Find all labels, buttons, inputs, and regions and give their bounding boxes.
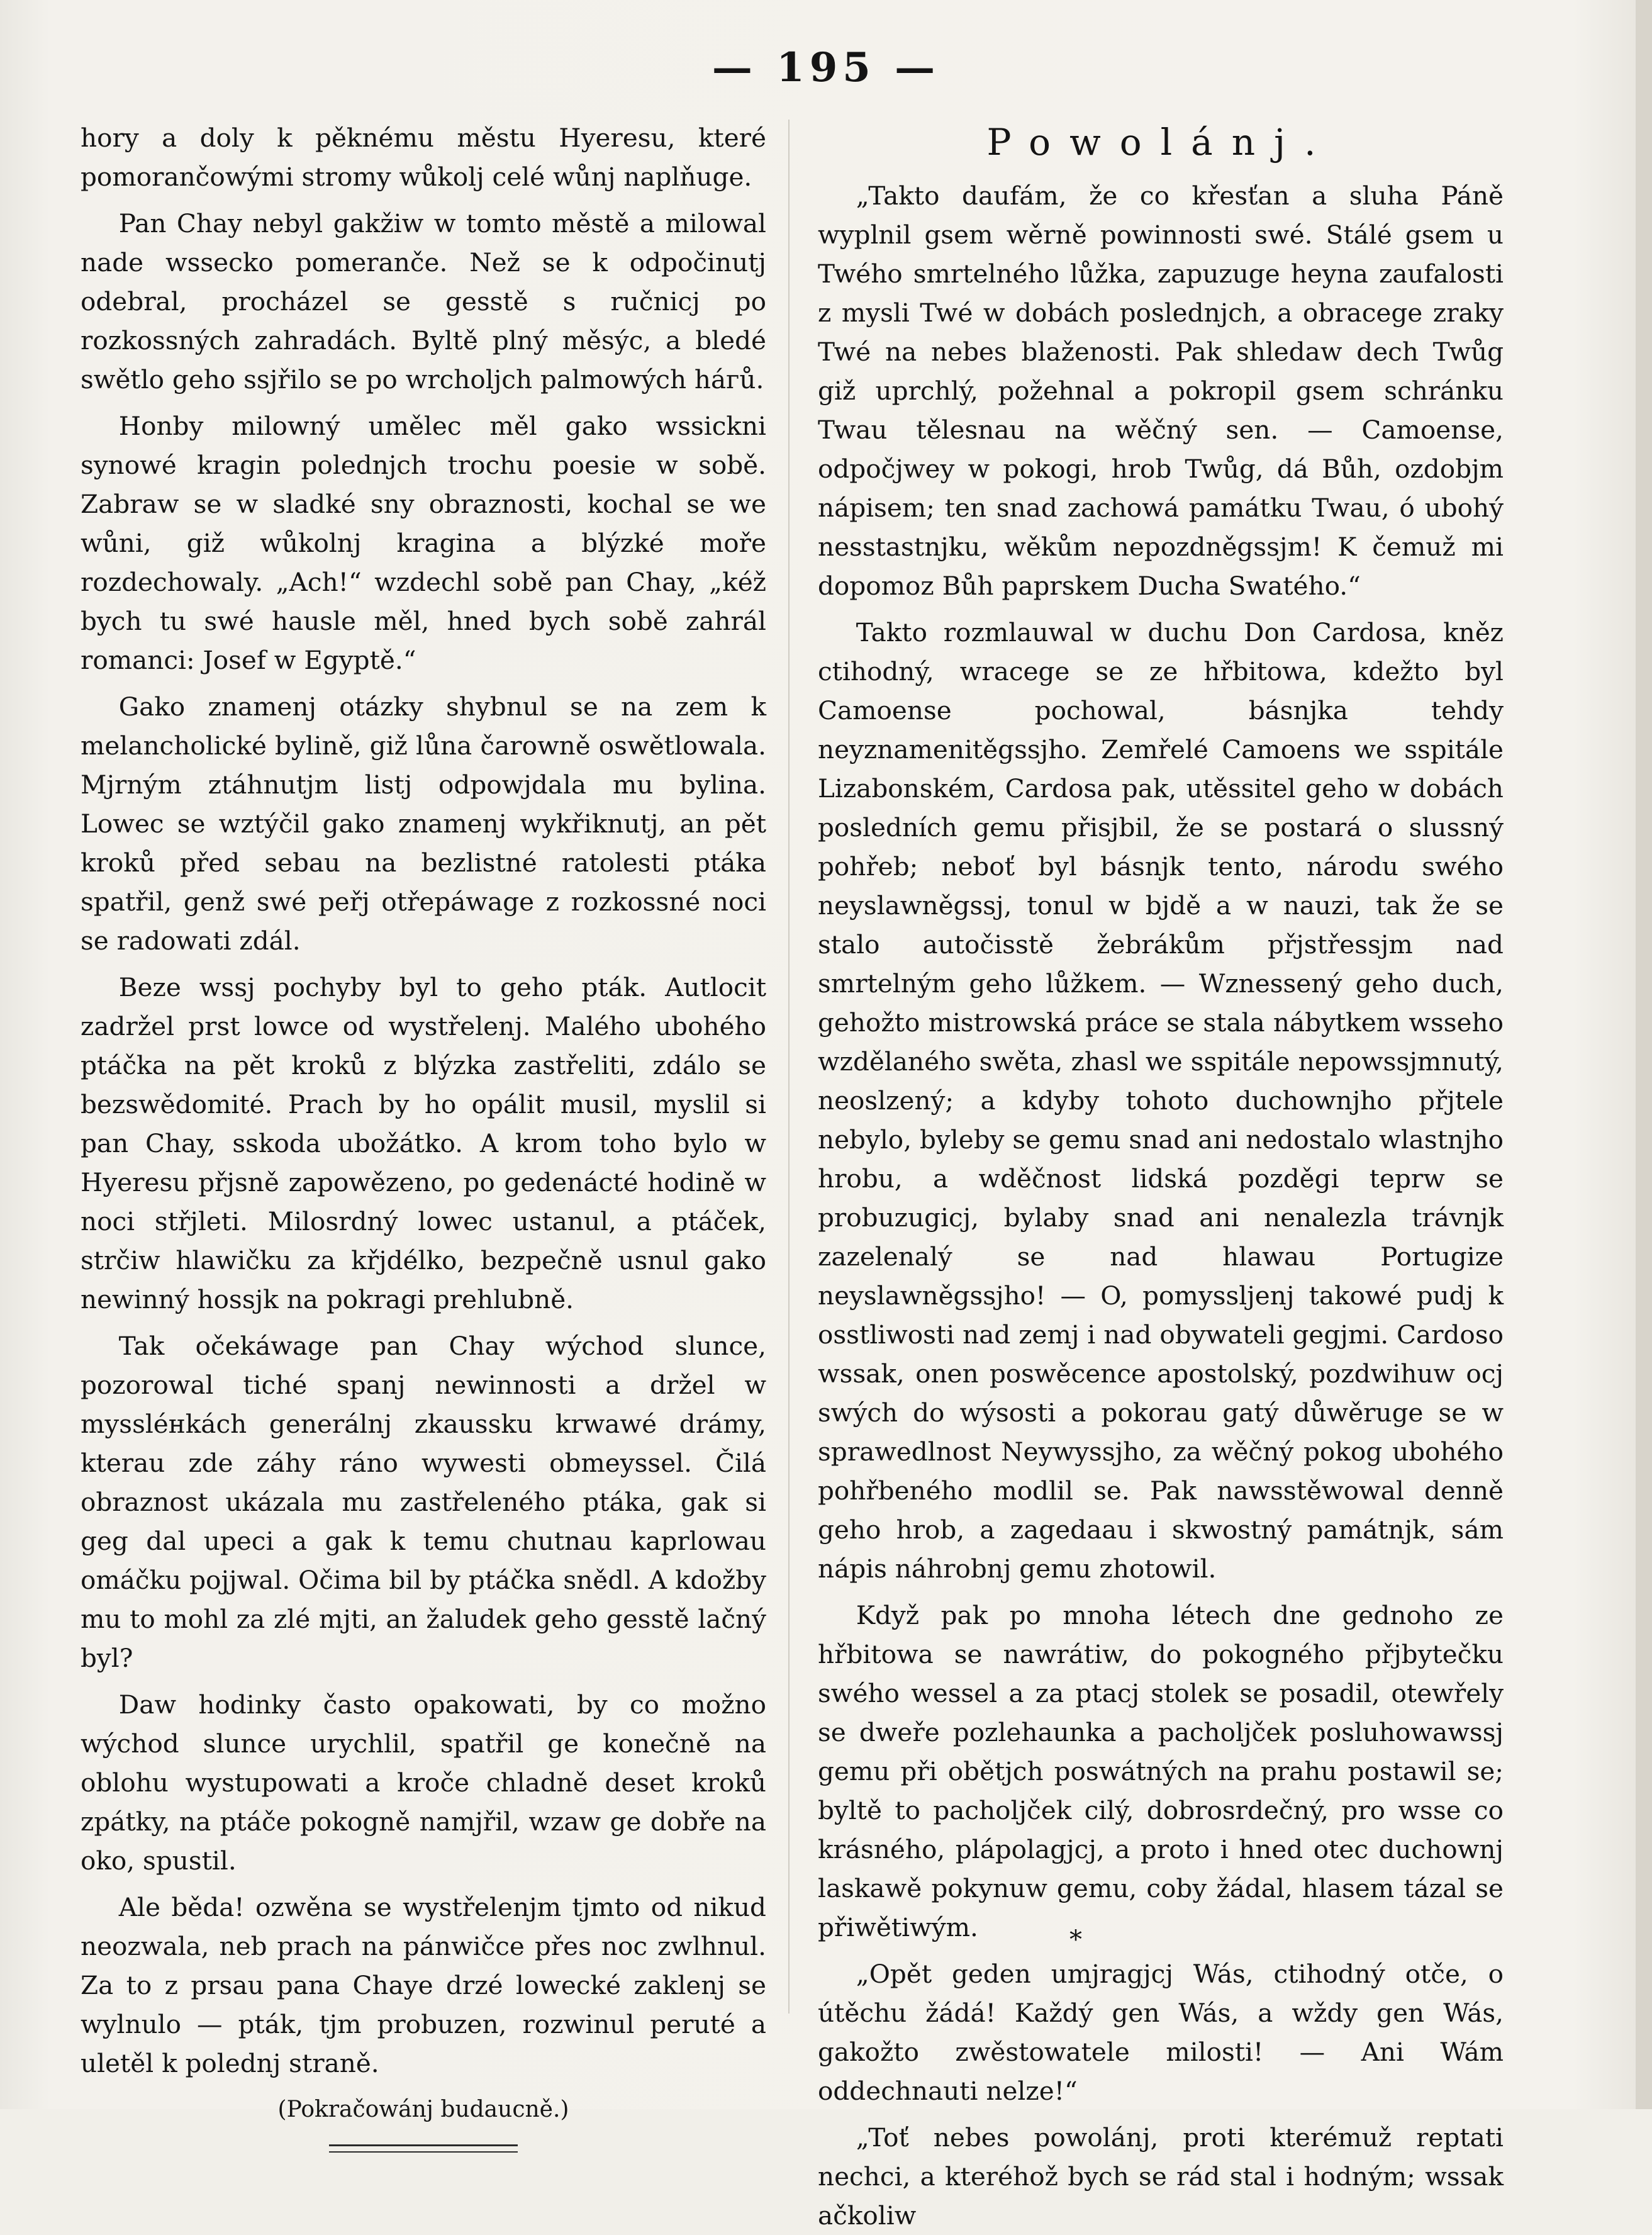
continuation-note: (Pokračowánj budaucně.) <box>277 2097 569 2122</box>
right-paragraph-3: Když pak po mnoha létech dne gednoho ze hřbitowa se nawrátiw, do pokogného přjbytečku swého wessel a za ptacj stolek se posadil, otewřely se dweře pozlehaunka a pacholjček posluhowawssj gemu při obětjch poswátných na prahu postawil se; byltě to pacholjček cilý, dobrosrdečný, pro wsse co krásného, plápolagjcj, a proto i hned otec duchownj laskawě pokynuw gemu, coby žádal, hlasem tázal se přiwětiwým. <box>818 1600 1504 1942</box>
right-paragraph-1: „Takto daufám, že co křesťan a sluha Páně wyplnil gsem wěrně powinnosti swé. Stálé gsem u Twého smrtelného lůžka, zapuzuge heyna zaufalosti z mysli Twé w dobách poslednjch, a obracege zraky Twé na nebes blaženosti. Pak shledaw dech Twůg giž uprchlý, požehnal a pokropil gsem schránku Twau tělesnau na wěčný sen. — Camoense, odpočjwey w pokogi, hrob Twůg, dá Bůh, ozdobjm nápisem; ten snad zachowá památku Twau, ó ubohý nesstastnjku, wěkům nepozdněgssjm! K čemuž mi dopomoz Bůh paprskem Ducha Swatého.“ <box>818 181 1504 601</box>
right-paragraph-4: „Opět geden umjragjcj Wás, ctihodný otče, o útěchu žádá! Každý gen Wás, a wždy gen Wás, gakožto zwěstowatele milosti! — Ani Wám oddechnauti nelze!“ <box>818 1959 1504 2106</box>
left-paragraph-4: Gako znamenj otázky shybnul se na zem k melancholické bylině, giž lůna čarowně oswětlowala. Mjrným ztáhnutjm listj odpowjdala mu bylina. Lowec se wztýčil gako znamenj wykřiknutj, an pět kroků před sebau na bezlistné ratolesti ptáka spatřil, genž swé peřj otřepáwage z rozkossné noci se radowati zdál. <box>81 692 766 956</box>
footnote-mark: * <box>1069 1925 1082 1954</box>
right-paragraph-2: Takto rozmlauwal w duchu Don Cardosa, kněz ctihodný, wracege se ze hřbitowa, kdežto byl Camoense pochowal, básnjka tehdy neyznamenitěgssjho. Zemřelé Camoens we sspitále Lizabonském, Cardosa pak, utěssitel geho w dobách posledních gemu přisjbil, že se postará o slussný pohřeb; neboť byl básnjk tento, národu swého neyslawněgssj, tonul w bjdě a w nauzi, tak že se stalo autočisstě žebrákům přjstřessjm nad smrtelným geho lůžkem. — Wznessený geho duch, gehožto mistrowská práce se stala nábytkem wsseho wzdělaného swěta, zhasl we sspitále nepowssjmnutý, neoslzený; a kdyby tohoto duchownjho přjtele nebylo, byleby se gemu snad ani nedostalo wlastnjho hrobu, a wděčnost lidská pozděgi teprw se probuzugicj, bylaby snad ani nenalezla trávnjk zazelenalý se nad hlawau Portugize neyslawněgssjho! — O, pomyssljenj takowé pudj k osstliwosti nad zemj i nad obywateli gegjmi. Cardoso wssak, onen poswěcence apostolský, pozdwihuw ocj swých do wýsosti a pokorau gatý důwěruge se w sprawedlnost Neywyssjho, za wěčný pokog ubohého pohřbeného modlil se. Pak nawsstěwowal denně geho hrob, a zagedaau i skwostný památnjk, sám nápis náhrobnj gemu zhotowil. <box>818 617 1504 1584</box>
left-paragraph-7: Daw hodinky často opakowati, by co možno wýchod slunce urychlil, spatřil ge konečně na oblohu wystupowati a kroče chladně deset kroků zpátky, na ptáče pokogně namjřil, wzaw ge dobře na oko, spustil. <box>81 1689 766 1876</box>
left-paragraph-8: Ale běda! ozwěna se wystřelenjm tjmto od nikud neozwala, neb prach na pánwičce přes noc zwlhnul. Za to z prsau pana Chaye drzé lowecké zaklenj se wylnulo — pták, tjm probuzen, rozwinul peruté a uletěl k polednj straně. <box>81 1892 766 2078</box>
left-paragraph-1: hory a doly k pěknému městu Hyeresu, které pomorančowými stromy wůkolj celé wůnj naplňuge. <box>81 123 766 192</box>
right-paragraph-5: „Toť nebes powolánj, proti kterémuž reptati nechci, a kteréhož bych se rád stal i hodným; wssak ačkoliw <box>818 2122 1504 2231</box>
article-heading: Powolánj. <box>986 121 1335 164</box>
column-divider <box>788 120 790 2014</box>
left-column <box>81 118 766 2153</box>
left-paragraph-6: Tak očekáwage pan Chay wýchod slunce, pozorowal tiché spanj newinnosti a držel w myssléнkách generálnj zkaussku krwawé drámy, kterau zde záhy ráno wywesti obmeyssel. Čilá obraznost ukázala mu zastřeleného ptáka, gak si geg dal upeci a gak k temu chutnau kaprlowau omáčku pojjwal. Očima bil by ptáčka snědl. A kdožby mu to mohl za zlé mjti, an žaludek geho gesstě lačný byl? <box>81 1331 766 1673</box>
left-paragraph-2: Pan Chay nebyl gakžiw w tomto městě a milowal nade wsseckо pomeranče. Než se k odpočinutj odebral, procházel se gesstě s ručnicj po rozkossných zahradách. Byltě plný měsýc, a bledé swětlo geho ssjřilo se po wrcholjch palmowých háгů. <box>81 208 766 395</box>
left-paragraph-3: Honby milowný umělec měl gako wssickni synowé kragin polednjch trochu poesie w sobě. Zabraw se w sladké sny obraznosti, kochal se we wůni, giž wůkolnj kragina a blýzké moře rozdechowaly. „Ach!“ wzdechl sobě pan Chay, „kéž bych tu swé hausle měl, hned bych sobě zahrál romanci: Josef w Egyptě.“ <box>81 411 766 675</box>
page-number: — 195 — <box>712 44 940 91</box>
right-column <box>818 118 1504 2235</box>
page-edge-shadow <box>1636 0 1652 2109</box>
ornamental-rule <box>329 2144 518 2153</box>
left-paragraph-5: Beze wssj pochyby byl to geho pták. Autlocit zadržel prst lowce od wystřelenj. Malého ubohého ptáčka na pět kroků z blýzka zastřeliti, zdálo se bezswědomité. Prach by ho opálit musil, myslil si pan Chay, sskoda ubožátko. A krom toho bylo w Hyeresu přjsně zapowězeno, po gedenácté hodině w noci střjleti. Milosrdný lowec ustanul, a ptáček, strčiw hlawičku za křjdélko, bezpečně usnul gako newinný hossjk na pokragi prehlubně. <box>81 972 766 1314</box>
